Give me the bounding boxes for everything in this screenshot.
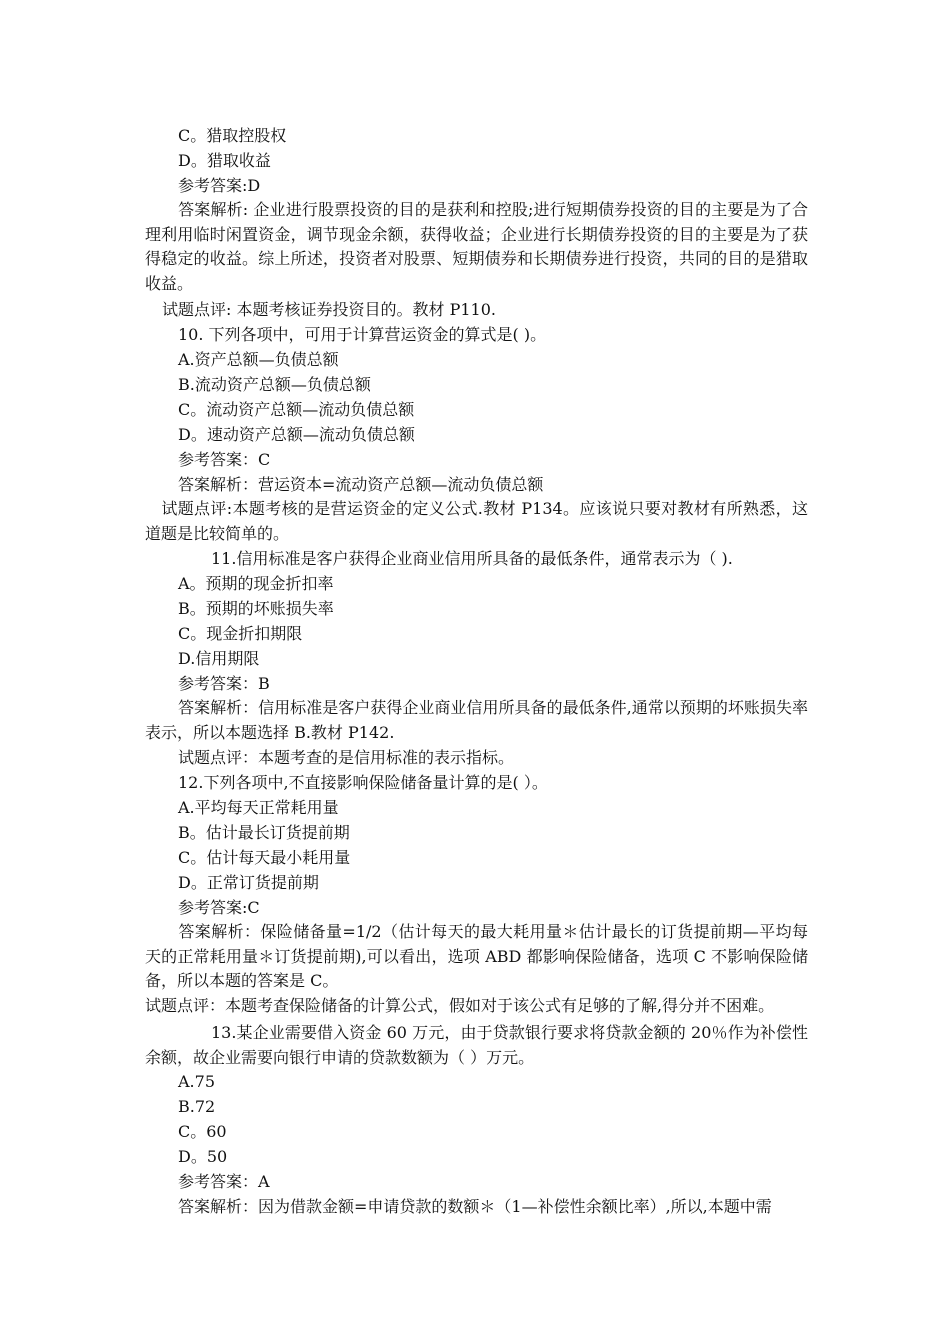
question-comment: 试题点评：本题考查的是信用标准的表示指标。 bbox=[178, 748, 515, 767]
question-11: 11.信用标准是客户获得企业商业信用所具备的最低条件，通常表示为（ ). bbox=[211, 549, 733, 568]
question-comment: 试题点评: 本题考核证券投资目的。教材 P110. bbox=[162, 300, 496, 319]
answer-analysis: 答案解析：因为借款金额=申请贷款的数额＊（1—补偿性余额比率）,所以,本题中需 bbox=[178, 1197, 772, 1216]
option-b: B。预期的坏账损失率 bbox=[178, 599, 334, 618]
answer-analysis: 答案解析：保险储备量=1/2（估计每天的最大耗用量＊估计最长的订货提前期—平均每天的正常耗用量＊订货提前期),可以看出，选项 ABD 都影响保险储备，选项 C 不影响保险储备，所以本题的答案是 C。 bbox=[145, 922, 808, 991]
reference-answer: 参考答案:D bbox=[178, 176, 261, 195]
reference-answer: 参考答案：B bbox=[178, 674, 270, 693]
question-comment: 试题点评:本题考核的是营运资金的定义公式.教材 P134。应该说只要对教材有所熟悉，这道题是比较简单的。 bbox=[145, 499, 808, 543]
option-a: A。预期的现金折扣率 bbox=[178, 574, 334, 593]
answer-analysis: 答案解析：营运资本=流动资产总额—流动负债总额 bbox=[178, 475, 544, 494]
option-c: C。估计每天最小耗用量 bbox=[178, 848, 351, 867]
option-a: A.75 bbox=[178, 1072, 215, 1091]
option-d: D。速动资产总额—流动负债总额 bbox=[178, 425, 415, 444]
answer-analysis: 答案解析: 企业进行股票投资的目的是获利和控股;进行短期债券投资的目的主要是为了合理利用临时闲置资金，调节现金余额，获得收益；企业进行长期债券投资的目的主要是为了获得稳定的收益。综上所述，投资者对股票、短期债券和长期债券进行投资，共同的目的是猎取收益。 bbox=[145, 200, 808, 293]
reference-answer: 参考答案:C bbox=[178, 898, 260, 917]
option-c: C。现金折扣期限 bbox=[178, 624, 303, 643]
option-d: D。猎取收益 bbox=[178, 151, 271, 170]
option-c: C。60 bbox=[178, 1122, 227, 1141]
option-c: C。猎取控股权 bbox=[178, 126, 287, 145]
question-10: 10. 下列各项中，可用于计算营运资金的算式是( )。 bbox=[178, 325, 547, 344]
option-b: B。估计最长订货提前期 bbox=[178, 823, 350, 842]
reference-answer: 参考答案：C bbox=[178, 450, 271, 469]
question-13: 13.某企业需要借入资金 60 万元，由于贷款银行要求将贷款金额的 20％作为补偿性余额，故企业需要向银行申请的贷款数额为（ ）万元。 bbox=[145, 1023, 808, 1067]
question-12: 12.下列各项中,不直接影响保险储备量计算的是( ）。 bbox=[178, 773, 548, 792]
question-comment-text: 试题点评：本题考查保险储备的计算公式，假如对于该公式有足够的了解,得分并不困难。 bbox=[145, 996, 775, 1015]
option-d: D。50 bbox=[178, 1147, 228, 1166]
option-b: B.流动资产总额—负债总额 bbox=[178, 375, 371, 394]
option-a: A.资产总额—负债总额 bbox=[178, 350, 339, 369]
option-a: A.平均每天正常耗用量 bbox=[178, 798, 339, 817]
option-d: D。正常订货提前期 bbox=[178, 873, 319, 892]
option-c: C。流动资产总额—流动负债总额 bbox=[178, 400, 415, 419]
option-d: D.信用期限 bbox=[178, 649, 260, 668]
option-b: B.72 bbox=[178, 1097, 216, 1116]
answer-analysis: 答案解析：信用标准是客户获得企业商业信用所具备的最低条件,通常以预期的坏账损失率表示，所以本题选择 B.教材 P142. bbox=[145, 698, 808, 742]
reference-answer: 参考答案：A bbox=[178, 1172, 270, 1191]
